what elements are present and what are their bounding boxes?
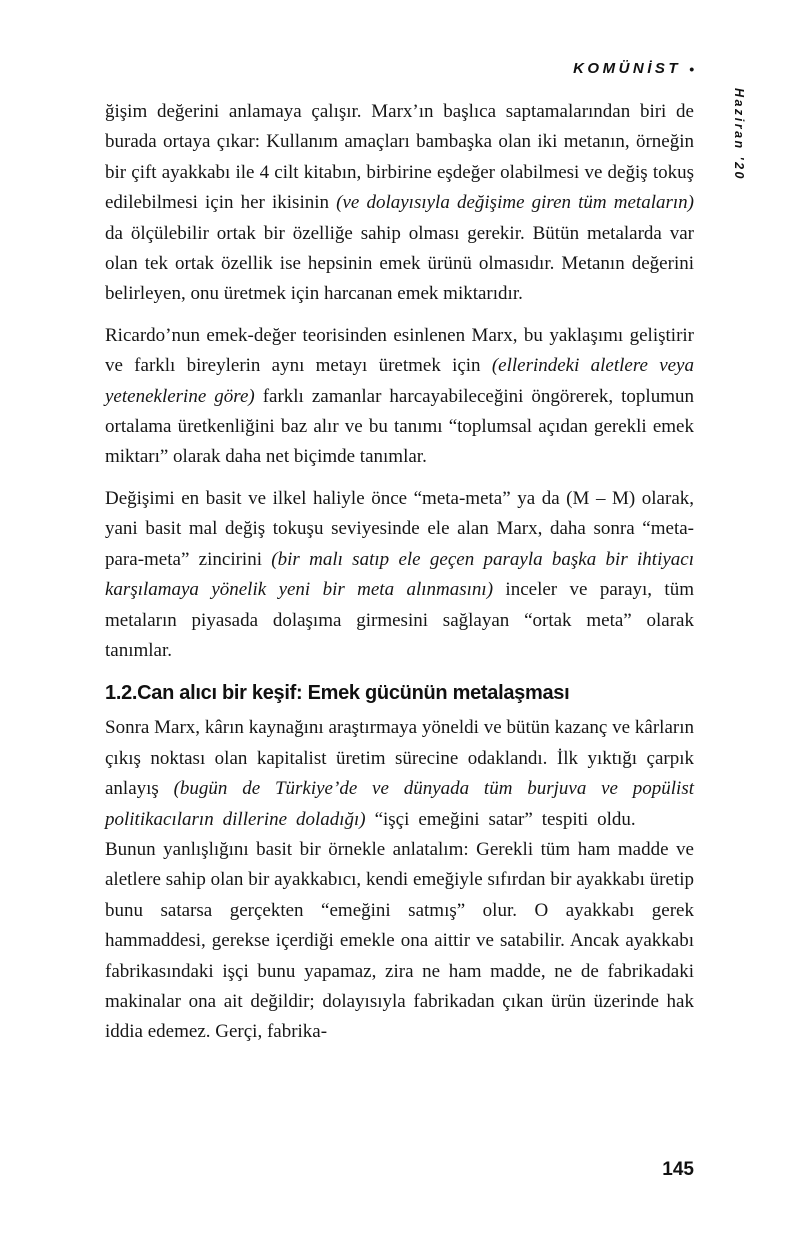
text-run: Sonra Marx, kârın kaynağını araştırmaya yöneldi ve bütün kazanç ve kârların çıkış noktası olan kapitalist üretim sürecine odaklandı. İlk yıktığı çarpık anlayış <box>105 717 694 800</box>
paragraph-2 <box>105 321 694 473</box>
paragraph-4 <box>105 713 694 1047</box>
text-run-italic: (ve dolayısıyla değişime giren tüm metaların) <box>336 192 694 214</box>
text-run: da ölçülebilir ortak bir özelliğe sahip olması gerekir. Bütün metalarda var olan tek ortak özellik ise hepsinin emek ürünü olmasıdır. Metanın değerini belirleyen, onu üretmek için harcanan emek miktarıdır. <box>105 222 694 305</box>
page-header <box>573 60 694 77</box>
paragraph-1 <box>105 97 694 310</box>
text-run: Değişimi en basit ve ilkel haliyle önce “meta-meta” ya da (M – M) olarak, yani basit mal değiş tokuşu seviyesinde ele alan Marx, daha sonra “meta-para-meta” zincirini <box>105 487 694 570</box>
body-text <box>105 97 694 1059</box>
text-run-italic: (bir malı satıp ele geçen parayla başka bir ihtiyacı karşılamaya yönelik yeni bir meta alınmasını) <box>105 548 694 601</box>
text-run: farklı zamanlar harcayabileceğini öngörerek, toplumun ortalama üretkenliğini baz alır ve bu tanımı “toplumsal açıdan gerekli emek miktarı” olarak daha net biçimde tanımlar. <box>105 385 694 468</box>
page-number: 145 <box>662 1159 694 1180</box>
text-run: inceler ve parayı, tüm metaların piyasada dolaşıma girmesini sağlayan “ortak meta” olarak tanımlar. <box>105 579 694 661</box>
paragraph-3 <box>105 484 694 666</box>
text-run-italic: (bugün de Türkiye’de ve dünyada tüm burjuva ve popülist politikacıların dillerine doladığı) <box>105 778 694 830</box>
magazine-title: KOMÜNİST <box>573 60 682 77</box>
header-bullet: • <box>689 60 694 77</box>
text-run: Ricardo’nun emek-değer teorisinden esinlenen Marx, bu yaklaşımı geliştirir ve farklı bireylerin aynı metayı üretmek için <box>105 324 694 377</box>
text-run-italic: (ellerindeki aletlere veya yeteneklerine göre) <box>105 355 694 407</box>
text-run: “işçi emeğini satar” tespiti oldu. Bunun yanlışlığını basit bir örnekle anlatalım: Gerekli tüm ham madde ve aletlere sahip olan bir ayakkabıcı, kendi emeğiyle sıfırdan bir ayakkabı üretip bunu satarsa gerçekten “emeğini satmış” olur. O ayakkabı gerek hammaddesi, gerekse içerdiği emekle ona aittir ve satabilir. Ancak ayakkabı fabrikasındaki işçi bunu yapamaz, zira ne ham madde, ne de fabrikadaki makinalar ona ait değildir; dolayısıyla fabrikadan çıkan ürün üzerinde hak iddia edemez. Gerçi, fabrika- <box>105 808 694 1043</box>
text-run: ğişim değerini anlamaya çalışır. Marx’ın başlıca saptamalarından biri de burada ortaya çıkar: Kullanım amaçları bambaşka olan iki metanın, örneğin bir çift ayakkabı ile 4 cilt kitabın, birbirine eşdeğer olabilmesi ve değiş tokuş edilebilmesi için her ikisinin <box>105 101 694 214</box>
section-heading: 1.2.Can alıcı bir keşif: Emek gücünün metalaşması <box>105 682 570 705</box>
issue-date: Haziran '20 <box>732 88 746 182</box>
